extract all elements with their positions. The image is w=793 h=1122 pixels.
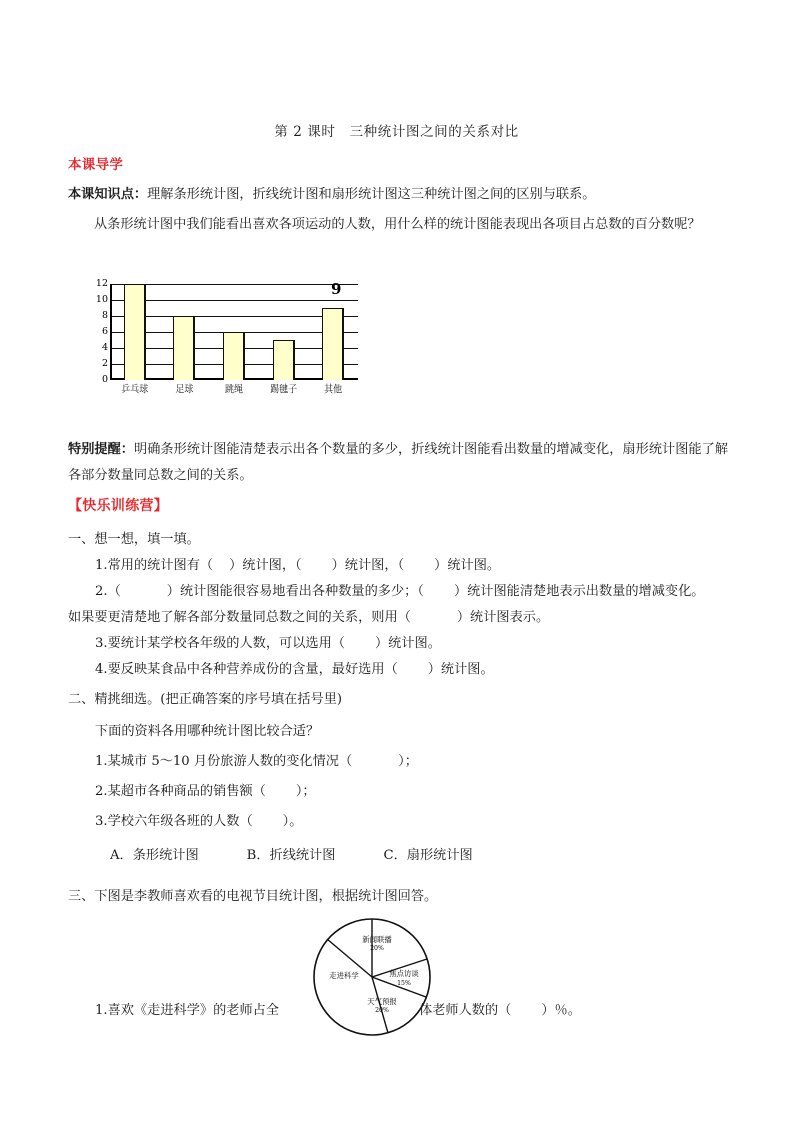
bar-pingpang: [124, 284, 146, 380]
x-label-pingpang: 乒乓球: [121, 384, 149, 396]
section-one-q2: [95, 579, 735, 605]
knowledge-point-label: 本课知识点：: [68, 187, 148, 202]
tip-paragraph: [68, 437, 728, 489]
pie-pct-tianqiyubao: 20%: [375, 1007, 389, 1014]
bar-chart: [76, 278, 366, 400]
x-label-qita: 其他: [324, 384, 343, 396]
q1-text-a: 常用的统计图有（: [107, 558, 214, 573]
q1-text-b: ）统计图，（: [229, 558, 302, 573]
option-b[interactable]: B．折线统计图: [246, 848, 336, 863]
q3-text-b: ）统计图。: [374, 636, 441, 651]
guide-lead-paragraph: 从条形统计图中我们能看出喜欢各项运动的人数，用什么样的统计图能表现出各项目占总数的百分数呢？: [94, 217, 701, 232]
section-three-heading: 三、下图是李教师喜欢看的电视节目统计图，根据统计图回答。: [68, 889, 438, 904]
s2-q2-text-b: ）；: [295, 784, 316, 799]
y-tick-12: 12: [95, 278, 108, 289]
section-two-heading: 二、精挑细选。(把正确答案的序号填在括号里): [68, 692, 343, 707]
s3-q1-text-a: 1.喜欢《走进科学》的老师占全: [95, 1003, 280, 1018]
section-one-heading: 一、想一想，填一填。: [68, 532, 200, 547]
pie-pct-jiaodianfangtan: 15%: [397, 980, 411, 987]
s3-q1-text-c: ）％。: [541, 1003, 581, 1018]
s2-q3-text-a: 3.学校六年级各班的人数（: [95, 814, 253, 829]
section-one-q1: [95, 553, 735, 579]
tip-label: 特别提醒：: [68, 442, 135, 457]
q1-text-d: ）统计图。: [434, 558, 501, 573]
knowledge-point-text: 理解条形统计图，折线统计图和扇形统计图这三种统计图之间的区别与联系。: [147, 187, 596, 202]
section-three-q1: [95, 998, 735, 1024]
pie-label-zoujinkexue: 走进科学: [329, 971, 359, 980]
knowledge-point-paragraph: [68, 182, 728, 208]
bar-zuqiu: [173, 316, 195, 380]
q4-text-a: 要反映某食品中各种营养成份的含量，最好选用（: [107, 662, 398, 677]
y-tick-10: 10: [95, 294, 108, 305]
pie-label-tianqiyubao: 天气预报: [367, 997, 397, 1006]
q2-number: 2.（: [95, 584, 121, 599]
section-two-q2: [95, 779, 735, 805]
s3-q1-text-b: 体老师人数的（: [419, 1003, 512, 1018]
bar-tijianzi: [273, 340, 295, 380]
q3-number: 3.: [95, 636, 108, 651]
x-label-zuqiu: 足球: [175, 384, 194, 396]
s2-q1-text-b: ）；: [398, 754, 418, 769]
q2-cont-text-b: ）统计图表示。: [456, 610, 550, 625]
y-tick-0: 0: [101, 374, 108, 385]
q1-number: 1.: [95, 558, 108, 573]
bar-tiaosheng: [223, 332, 245, 380]
guide-heading: 本课导学: [68, 157, 124, 173]
option-a[interactable]: A．条形统计图: [110, 848, 199, 863]
q4-number: 4.: [95, 662, 108, 677]
option-c[interactable]: C．扇形统计图: [383, 848, 473, 863]
q2-cont-text-a: 如果要更清楚地了解各部分数量同总数之间的关系，则用（: [68, 610, 411, 625]
bar-chart-annotation-9: 9: [331, 280, 342, 298]
section-one-q4: [95, 657, 735, 683]
y-tick-8: 8: [101, 310, 108, 321]
section-two-q1: [95, 749, 735, 775]
y-tick-2: 2: [101, 358, 108, 369]
pie-label-xinwenlianbo: 新闻联播: [362, 935, 392, 944]
s2-q1-text-a: 1.某城市 5～10 月份旅游人数的变化情况（: [95, 754, 353, 769]
section-one-q3: [95, 631, 735, 657]
pie-label-jiaodianfangtan: 焦点访谈: [389, 969, 419, 978]
bar-qita: [322, 308, 344, 380]
q3-text-a: 要统计某学校各年级的人数，可以选用（: [107, 636, 345, 651]
bar-chart-y-axis: [76, 278, 108, 385]
y-tick-4: 4: [101, 342, 108, 353]
y-tick-6: 6: [101, 326, 108, 337]
pie-pct-xinwenlianbo: 20%: [370, 945, 384, 952]
q2-text-a: ）统计图能很容易地看出各种数量的多少；（: [166, 584, 424, 599]
q1-text-c: ）统计图，（: [331, 558, 405, 573]
section-two-prompt: 下面的资料各用哪种统计图比较合适？: [95, 724, 320, 739]
section-two-options: [110, 843, 750, 869]
tip-text: 明确条形统计图能清楚表示出各个数量的多少，折线统计图能看出数量的增减变化，扇形统计图能了解各部分数量同总数之间的关系。: [68, 442, 729, 483]
x-label-tiaosheng: 跳绳: [224, 384, 243, 396]
bar-chart-x-labels: [110, 382, 358, 395]
section-two-q3: [95, 809, 735, 835]
s2-q2-text-a: 2.某超市各种商品的销售额（: [95, 784, 266, 799]
training-heading: 【快乐训练营】: [68, 498, 169, 514]
x-label-tijianzi: 踢毽子: [270, 384, 298, 396]
bar-chart-bars: [110, 284, 358, 380]
q2-text-b: ）统计图能清楚地表示出数量的增减变化。: [453, 584, 705, 599]
page-title: 第 2 课时 三种统计图之间的关系对比: [274, 124, 519, 140]
s2-q3-text-b: ）。: [282, 814, 303, 829]
section-one-q2-continued: [68, 605, 738, 631]
q4-text-b: ）统计图。: [427, 662, 494, 677]
